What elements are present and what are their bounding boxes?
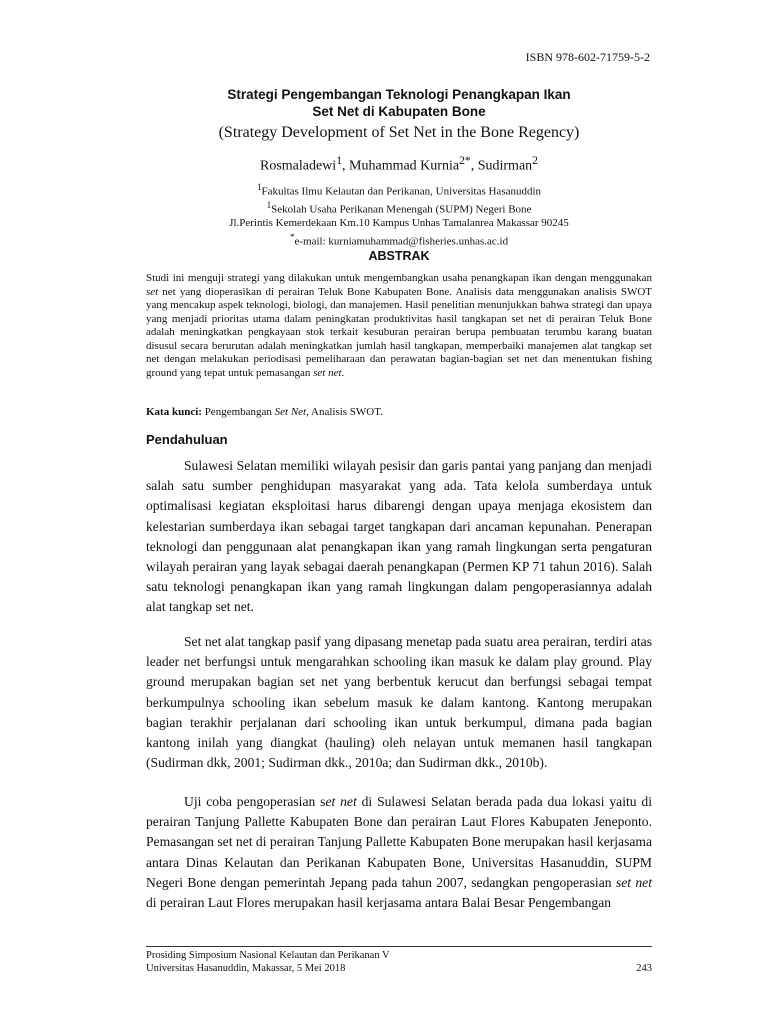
- keywords-text: Analisis SWOT.: [308, 406, 383, 418]
- isbn-header: ISBN 978-602-71759-5-2: [525, 50, 650, 64]
- body-paragraph-3: [146, 792, 652, 913]
- affiliation-email: [146, 231, 652, 249]
- affiliations: [146, 181, 652, 249]
- keywords-label: Kata kunci:: [146, 406, 202, 418]
- page-number: 243: [636, 962, 652, 974]
- paper-title: [146, 86, 652, 120]
- affiliation-1-marker: 1: [256, 182, 262, 192]
- footer-proceedings: Prosiding Simposium Nasional Kelautan dan Perikanan V: [146, 950, 390, 961]
- author-list: [146, 154, 652, 175]
- affiliation-2-text: Sekolah Usaha Perikanan Menengah (SUPM) Negeri Bone: [271, 203, 532, 216]
- body-paragraph-2: Set net alat tangkap pasif yang dipasang menetap pada suatu area perairan, terdiri atas leader net berfungsi untuk mengarahkan schooling ikan masuk ke dalam play ground. Play ground merupakan bagian set net yang berbentuk kerucut dan berfungsi sebagai tempat berkumpulnya schooling ikan sebelum masuk ke dalam kantong. Kantong merupakan bagian terakhir perjalanan dari schooling ikan untuk berkumpul, dimana pada bagian kantong inilah yang diangkat (hauling) oleh nelayan untuk memanen hasil tangkapan (Sudirman dkk, 2001; Sudirman dkk., 2010a; dan Sudirman dkk., 2010b).: [146, 634, 652, 771]
- abstract-heading: ABSTRAK: [368, 249, 430, 263]
- page-footer: [146, 950, 652, 975]
- paragraph-text: di Sulawesi Selatan berada pada dua lokasi yaitu di perairan Tanjung Pallette Kabupaten Bone dan perairan Laut Flores Kabupaten Jeneponto. Pemasangan set net di perairan Tanjung Pallette Kabupaten Bone merupakan hasil kerjasama antara Dinas Kelautan dan Perikanan Kabupaten Bone, Universitas Hasanuddin, SUPM Negeri Bone dengan pemerintah Jepang pada tahun 2007, sedangkan pengoperasian: [146, 794, 652, 890]
- affiliation-1-text: Fakultas Ilmu Kelautan dan Perikanan, Universitas Hasanuddin: [261, 185, 542, 198]
- paragraph-italic: set net: [615, 874, 652, 890]
- author-3-affil: 2: [532, 154, 538, 167]
- abstract-italic: set: [146, 285, 159, 298]
- title-line-2: Set Net di Kabupaten Bone: [312, 104, 486, 119]
- body-paragraph-1: Sulawesi Selatan memiliki wilayah pesisir dan garis pantai yang panjang dan menjadi salah satu sumber penghidupan masyarakat yang ada. Tata kelola sumberdaya untuk optimalisasi kegiatan eksploitasi harus dibarengi dengan upaya menjaga ekosistem dan kelestarian sumberdaya ikan sebagai target tangkapan dari ancaman kepunahan. Penerapan teknologi dan penggunaan alat penangkapan ikan yang ramah lingkungan serta pengaturan wilayah perairan yang layak sebagai daerah penangkapan (Permen KP 71 tahun 2016). Salah satu teknologi penangkapan ikan yang ramah lingkungan dalam pengoperasiannya adalah alat tangkap set net.: [146, 458, 652, 615]
- paragraph-text: di perairan Laut Flores merupakan hasil kerjasama antara Balai Besar Pengembangan: [146, 895, 612, 911]
- paragraph-italic: et net: [325, 794, 357, 809]
- paper-subtitle: (Strategy Development of Set Net in the Bone Regency): [218, 124, 580, 141]
- abstract-text: net yang dioperasikan di perairan Teluk Bone Kabupaten Bone. Analisis data menggunakan analisis SWOT yang mencakup aspek teknologi, biologi, dan manajemen. Hasil penelitian menunjukkan bahwa strategi dan upaya yang menjadi prioritas utama dalam peningkatan produktivitas hasil tangkapan set net di perairan Teluk Bone adalah meningkatkan pengkayaan stok terkait kesuburan perairan berupa pembuatan terumbu karang buatan disusul secara berurutan adalah meningkatkan jumlah hasil tangkapan, memperbaiki manajemen alat tangkap set net dengan melakukan periodisasi pemeliharaan dan perawatan bagian-bagian set net dan menentukan fishing ground yang tepat untuk pemasangan: [146, 285, 652, 379]
- author-separator: ,: [470, 158, 478, 174]
- footer-rule: [146, 946, 652, 947]
- footer-row: [146, 963, 652, 976]
- email-text: e-mail: kurniamuhammad@fisheries.unhas.ac.id: [294, 235, 509, 248]
- abstract-body: [146, 272, 652, 380]
- affiliation-1: [146, 181, 652, 199]
- author-separator: ,: [342, 158, 350, 174]
- author-2: Muhammad Kurnia: [349, 158, 460, 174]
- author-3: Sudirman: [477, 158, 533, 174]
- affiliation-2-marker: 1: [266, 200, 272, 211]
- author-1: Rosmaladewi: [259, 158, 337, 174]
- paragraph-text: Uji coba pengoperasian s: [184, 794, 326, 809]
- section-heading: Pendahuluan: [146, 432, 228, 447]
- author-2-affil: 2*: [459, 154, 471, 167]
- abstract-italic: set net: [313, 366, 342, 379]
- footer-venue: Universitas Hasanuddin, Makassar, 5 Mei 2018: [146, 962, 346, 974]
- abstract-text: Studi ini menguji strategi yang dilakukan untuk mengembangkan usaha penangkapan ikan dengan menggunakan: [146, 272, 652, 284]
- keywords-text: Pengembangan: [201, 406, 275, 418]
- affiliation-2: [146, 199, 652, 217]
- title-line-1: Strategi Pengembangan Teknologi Penangkapan Ikan: [227, 87, 571, 102]
- keywords: [146, 406, 652, 418]
- author-1-affil: 1: [336, 154, 343, 167]
- abstract-text: .: [341, 366, 345, 379]
- affiliation-address: Jl.Perintis Kemerdekaan Km.10 Kampus Unhas Tamalanrea Makassar 90245: [229, 217, 569, 230]
- keywords-italic: Set Net,: [274, 406, 309, 418]
- email-marker: *: [289, 231, 295, 242]
